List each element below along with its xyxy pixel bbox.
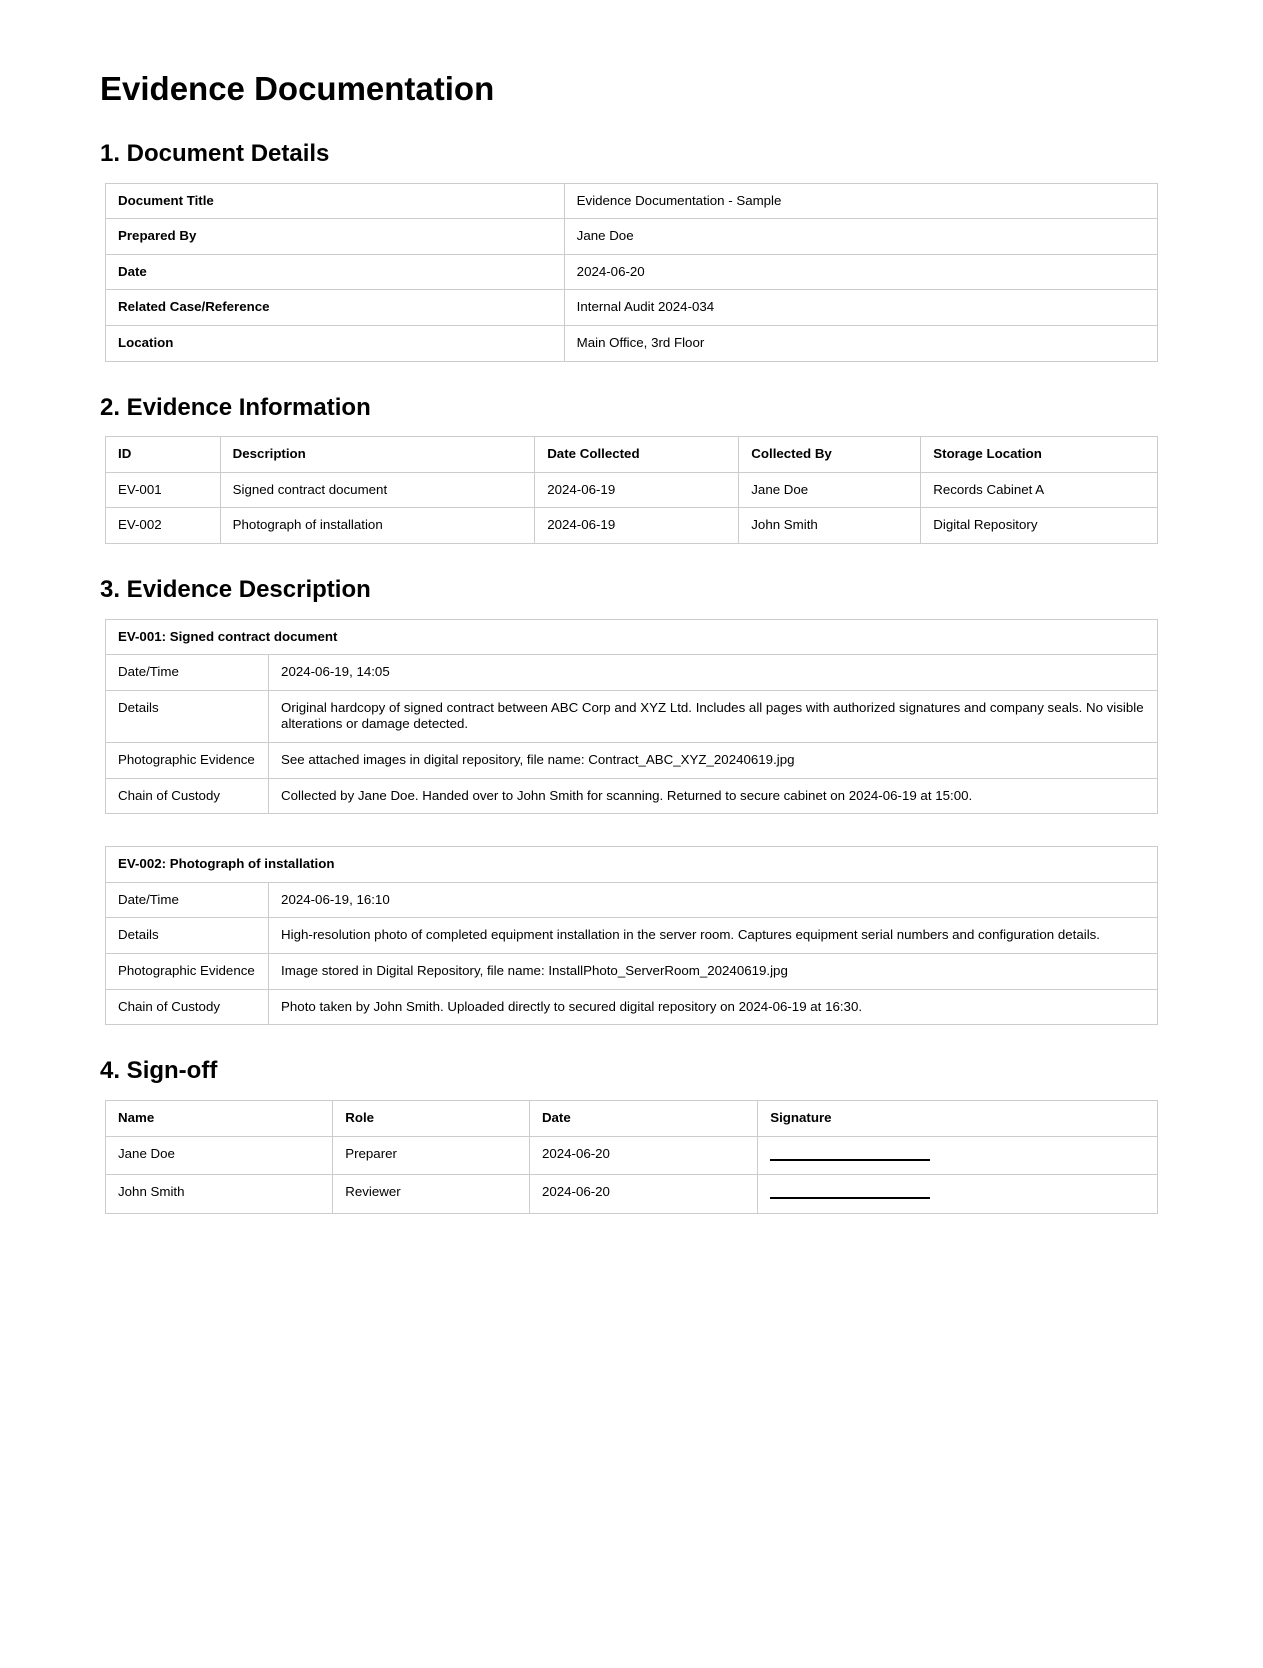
table-row — [106, 183, 1158, 219]
column-header-name: Name — [106, 1100, 333, 1136]
table-row — [106, 325, 1158, 361]
table-row — [106, 655, 1158, 691]
section-evidence-information — [100, 394, 1163, 544]
table-row — [106, 254, 1158, 290]
table-row — [106, 989, 1158, 1025]
table-row — [106, 290, 1158, 326]
detail-label: Related Case/Reference — [106, 290, 565, 326]
cell-name: Jane Doe — [106, 1136, 333, 1175]
detail-value: Original hardcopy of signed contract between ABC Corp and XYZ Ltd. Includes all pages with authorized signatures and company seals. No visible alterations or damage detected. — [269, 690, 1158, 742]
table-row — [106, 508, 1158, 544]
detail-label: Date/Time — [106, 882, 269, 918]
detail-value: Evidence Documentation - Sample — [564, 183, 1157, 219]
section-evidence-description — [100, 576, 1163, 1025]
table-row — [106, 219, 1158, 255]
document-details-table — [105, 183, 1158, 362]
section-document-details — [100, 140, 1163, 362]
cell-date-collected: 2024-06-19 — [535, 508, 739, 544]
cell-date: 2024-06-20 — [529, 1136, 757, 1175]
column-header-date-collected: Date Collected — [535, 437, 739, 473]
sign-off-table — [105, 1100, 1158, 1214]
detail-label: Chain of Custody — [106, 989, 269, 1025]
table-row — [106, 1136, 1158, 1175]
table-row — [106, 472, 1158, 508]
detail-label: Chain of Custody — [106, 778, 269, 814]
table-header-row — [106, 437, 1158, 473]
evidence-block-ev002 — [105, 846, 1158, 1025]
cell-signature — [758, 1175, 1158, 1214]
cell-id: EV-002 — [106, 508, 221, 544]
detail-label: Photographic Evidence — [106, 954, 269, 990]
detail-value: High-resolution photo of completed equipment installation in the server room. Captures equipment serial numbers and configuration details. — [269, 918, 1158, 954]
signature-line — [770, 1184, 930, 1199]
column-header-date: Date — [529, 1100, 757, 1136]
cell-date-collected: 2024-06-19 — [535, 472, 739, 508]
table-row — [106, 882, 1158, 918]
cell-description: Signed contract document — [220, 472, 535, 508]
detail-label: Location — [106, 325, 565, 361]
evidence-block-title: EV-001: Signed contract document — [106, 619, 1158, 655]
cell-collected-by: Jane Doe — [739, 472, 921, 508]
cell-date: 2024-06-20 — [529, 1175, 757, 1214]
section-heading-document-details: 1. Document Details — [100, 139, 330, 167]
cell-name: John Smith — [106, 1175, 333, 1214]
section-heading-evidence-information: 2. Evidence Information — [100, 393, 371, 421]
detail-value: 2024-06-19, 16:10 — [269, 882, 1158, 918]
table-row — [106, 918, 1158, 954]
cell-description: Photograph of installation — [220, 508, 535, 544]
table-row — [106, 1175, 1158, 1214]
table-row — [106, 743, 1158, 779]
detail-value: Jane Doe — [564, 219, 1157, 255]
section-heading-evidence-description: 3. Evidence Description — [100, 576, 371, 603]
column-header-storage-location: Storage Location — [921, 437, 1158, 473]
detail-label: Details — [106, 918, 269, 954]
evidence-block-header — [106, 847, 1158, 883]
detail-value: Photo taken by John Smith. Uploaded directly to secured digital repository on 2024-06-19 at 16:30. — [269, 989, 1158, 1025]
section-heading-sign-off: 4. Sign-off — [100, 1057, 218, 1085]
column-header-role: Role — [333, 1100, 530, 1136]
evidence-block-ev001 — [105, 619, 1158, 815]
cell-storage-location: Digital Repository — [921, 508, 1158, 544]
page-title: Evidence Documentation — [100, 70, 495, 107]
detail-value: 2024-06-20 — [564, 254, 1157, 290]
evidence-block-header — [106, 619, 1158, 655]
table-row — [106, 778, 1158, 814]
detail-value: See attached images in digital repository, file name: Contract_ABC_XYZ_20240619.jpg — [269, 743, 1158, 779]
detail-value: Image stored in Digital Repository, file name: InstallPhoto_ServerRoom_20240619.jpg — [269, 954, 1158, 990]
detail-label: Photographic Evidence — [106, 743, 269, 779]
detail-label: Date — [106, 254, 565, 290]
detail-label: Document Title — [106, 183, 565, 219]
detail-value: 2024-06-19, 14:05 — [269, 655, 1158, 691]
detail-label: Prepared By — [106, 219, 565, 255]
column-header-collected-by: Collected By — [739, 437, 921, 473]
table-row — [106, 954, 1158, 990]
cell-storage-location: Records Cabinet A — [921, 472, 1158, 508]
signature-line — [770, 1146, 930, 1161]
column-header-signature: Signature — [758, 1100, 1158, 1136]
cell-id: EV-001 — [106, 472, 221, 508]
column-header-description: Description — [220, 437, 535, 473]
detail-label: Details — [106, 690, 269, 742]
column-header-id: ID — [106, 437, 221, 473]
cell-role: Reviewer — [333, 1175, 530, 1214]
table-row — [106, 690, 1158, 742]
evidence-information-table — [105, 436, 1158, 544]
cell-signature — [758, 1136, 1158, 1175]
detail-value: Collected by Jane Doe. Handed over to John Smith for scanning. Returned to secure cabinet on 2024-06-19 at 15:00. — [269, 778, 1158, 814]
detail-label: Date/Time — [106, 655, 269, 691]
cell-role: Preparer — [333, 1136, 530, 1175]
detail-value: Internal Audit 2024-034 — [564, 290, 1157, 326]
table-header-row — [106, 1100, 1158, 1136]
section-sign-off — [100, 1057, 1163, 1213]
detail-value: Main Office, 3rd Floor — [564, 325, 1157, 361]
evidence-block-title: EV-002: Photograph of installation — [106, 847, 1158, 883]
cell-collected-by: John Smith — [739, 508, 921, 544]
